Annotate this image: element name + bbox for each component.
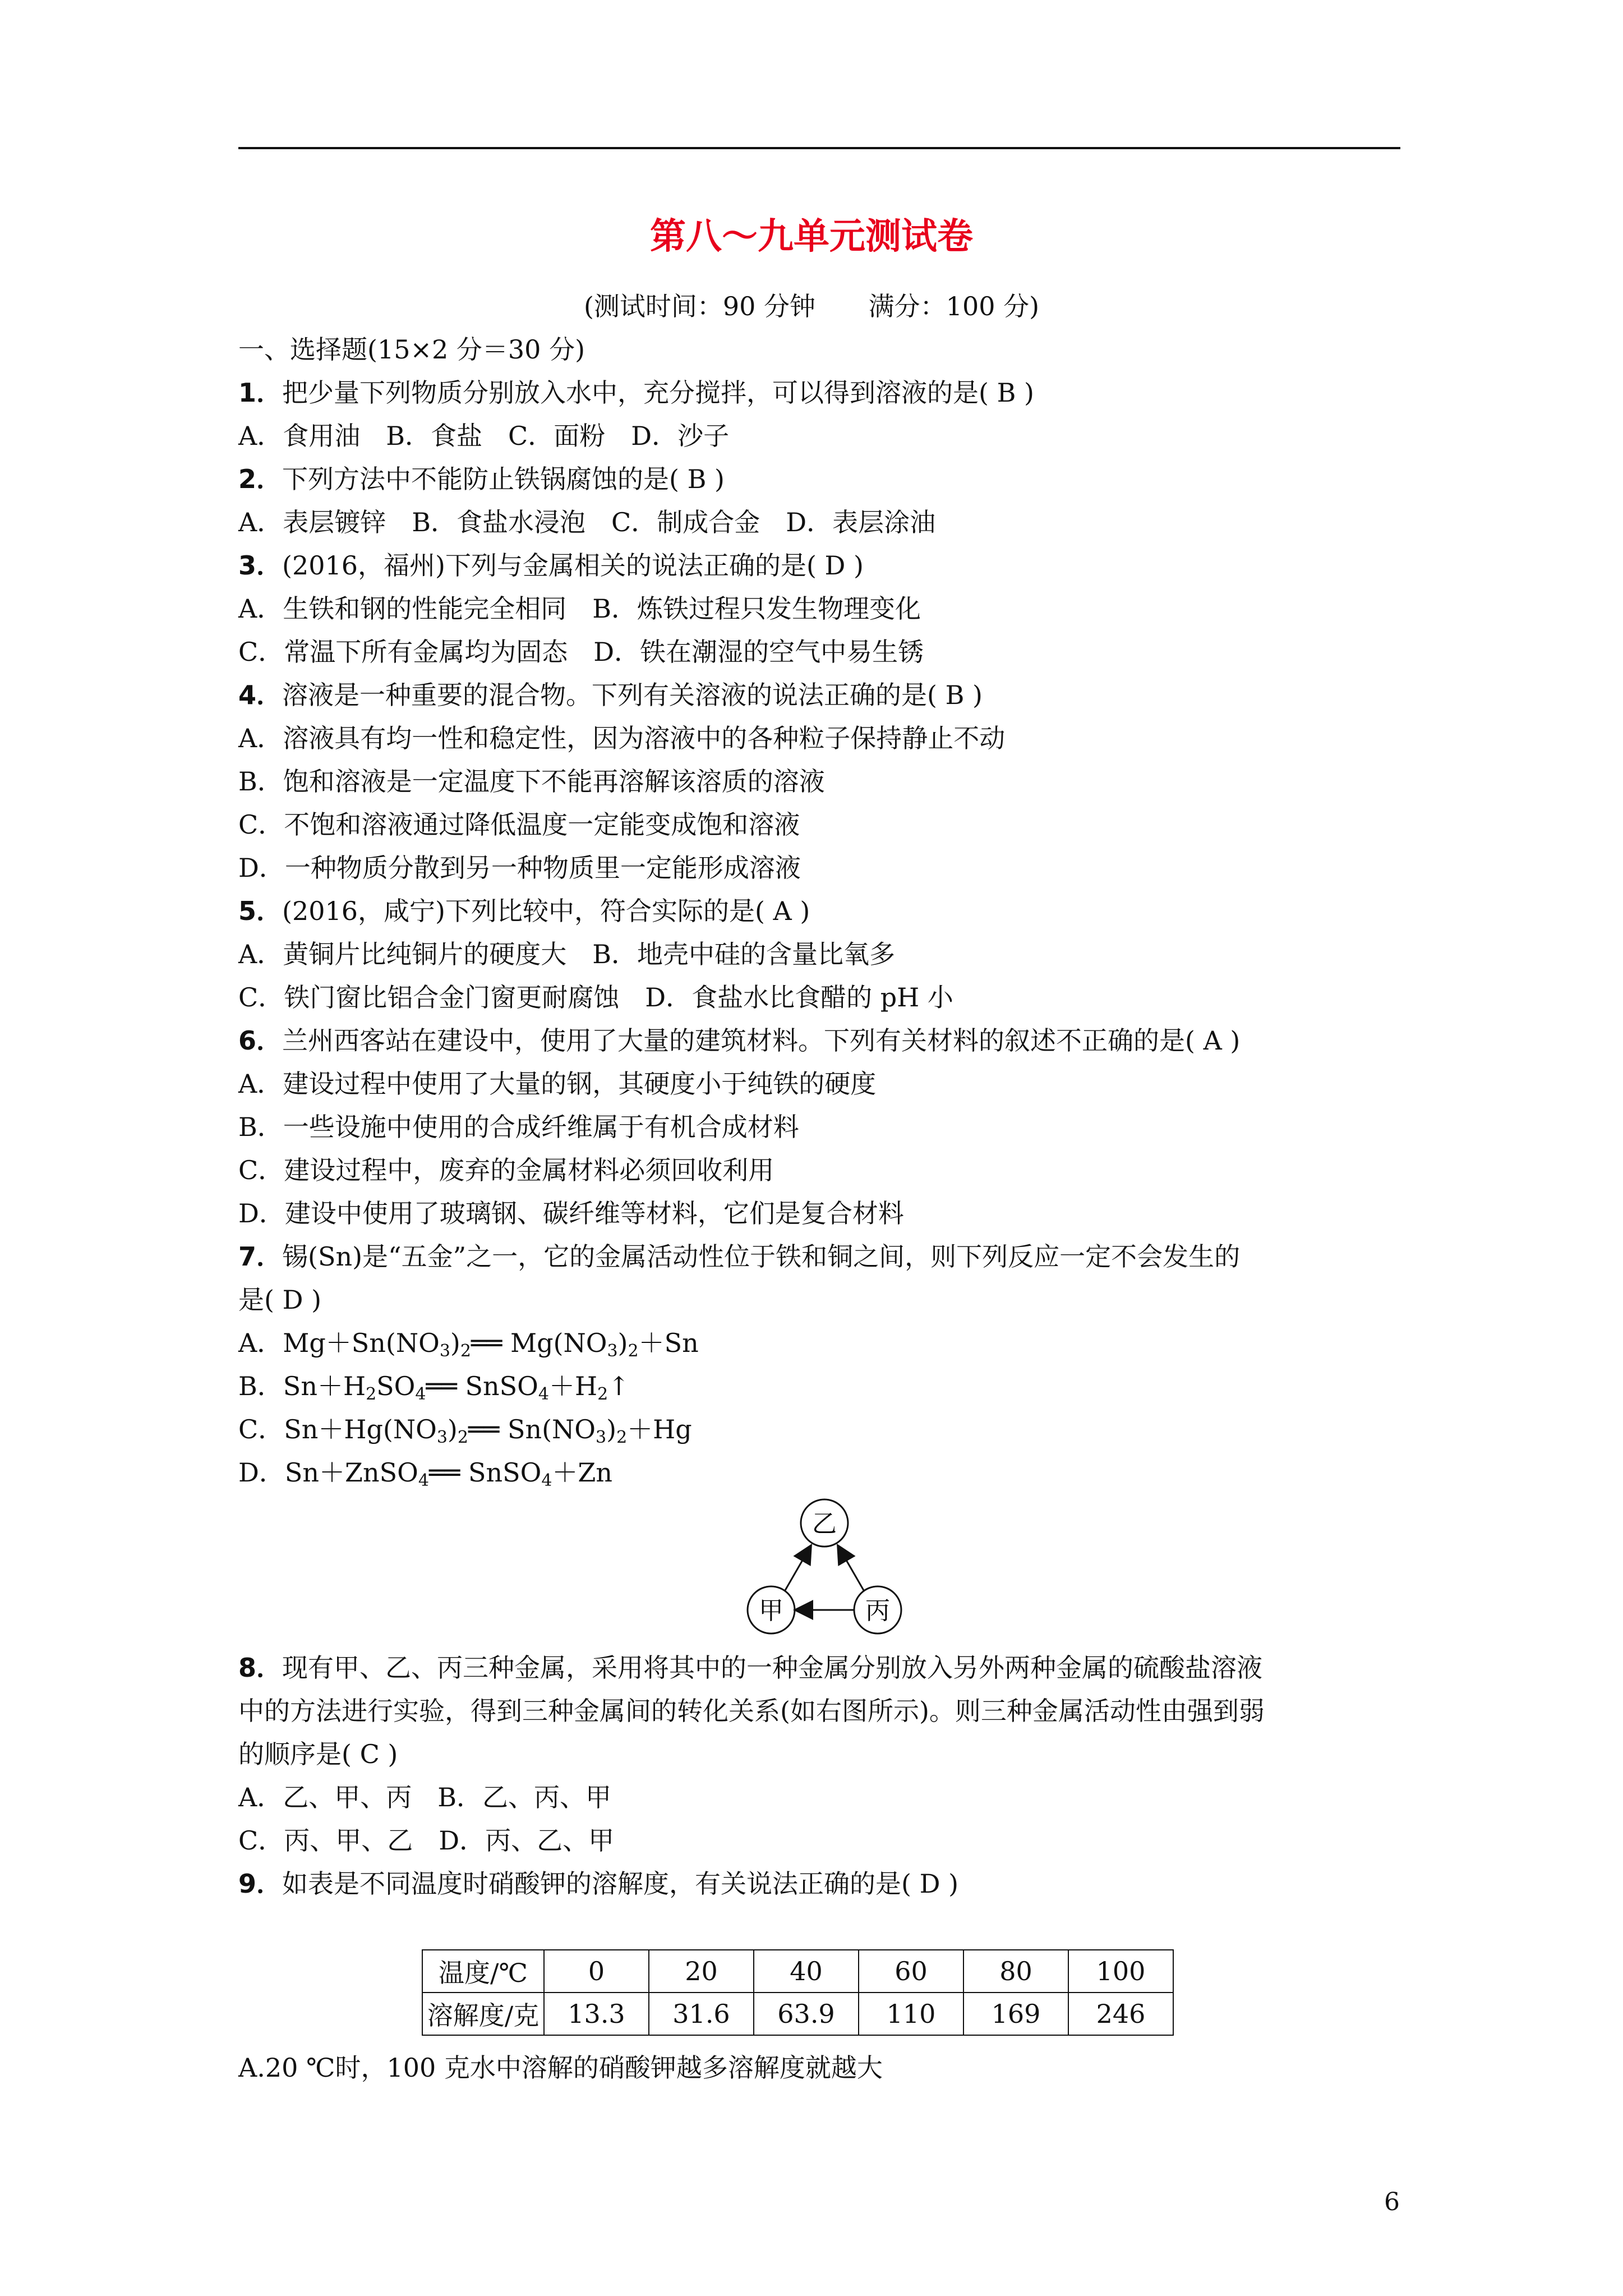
table-row [422,1993,1173,2035]
page-number: 6 [1384,2188,1400,2216]
time-label: (测试时间：90 分钟 [583,291,816,321]
table-cell: 溶解度/克 [422,1993,544,2035]
table-cell: 13.3 [544,1993,649,2035]
questions-block-2 [238,1646,1402,1906]
table-cell: 169 [963,1993,1068,2035]
question-8-options-ab: A．乙、甲、丙 B．乙、丙、甲 [238,1782,612,1812]
questions-block [238,328,1402,1494]
question-9: 9．如表是不同温度时硝酸钾的溶解度，有关说法正确的是( D ) [238,1869,959,1899]
table-cell: 80 [963,1950,1068,1993]
question-4-option-b: B．饱和溶液是一定温度下不能再溶解该溶质的溶液 [238,766,825,797]
table-cell: 40 [754,1950,859,1993]
question-2-options: A．表层镀锌 B．食盐水浸泡 C．制成合金 D．表层涂油 [238,507,936,537]
solubility-table [422,1949,1174,2036]
arrow-right-to-top [838,1547,864,1590]
question-4-option-d: D．一种物质分散到另一种物质里一定能形成溶液 [238,853,801,883]
table-cell: 60 [859,1950,963,1993]
table-cell: 31.6 [649,1993,754,2035]
table-row [422,1950,1173,1993]
top-rule [238,147,1400,149]
table-cell: 20 [649,1950,754,1993]
question-7-option-a: A．$Mg+Sn(NO_3)_2══$ $Mg(NO_3)_2+Sn$ [238,1328,699,1361]
question-1: 1．把少量下列物质分别放入水中，充分搅拌，可以得到溶液的是( B ) [238,378,1034,408]
question-8-cont: 中的方法进行实验，得到三种金属间的转化关系(如右图所示)。则三种金属活动性由强到弱 [238,1696,1265,1726]
question-3: 3．(2016，福州)下列与金属相关的说法正确的是( D ) [238,550,864,581]
question-5: 5．(2016，咸宁)下列比较中，符合实际的是( A ) [238,896,810,926]
question-6-option-d: D．建设中使用了玻璃钢、碳纤维等材料，它们是复合材料 [238,1198,904,1228]
question-6-option-a: A．建设过程中使用了大量的钢，其硬度小于纯铁的硬度 [238,1069,877,1099]
question-7-option-c: C．$Sn+Hg(NO_3)_2══$ $Sn(NO_3)_2+Hg$ [238,1414,692,1447]
question-3-options-ab: A．生铁和钢的性能完全相同 B．炼铁过程只发生物理变化 [238,593,921,624]
question-9-option-a: A.20 ℃时，100 克水中溶解的硝酸钾越多溶解度就越大 [238,2053,883,2083]
page-title: 第八～九单元测试卷 [650,216,973,257]
test-meta [0,286,1623,323]
question-6-option-b: B．一些设施中使用的合成纤维属于有机合成材料 [238,1112,799,1142]
score-label: 满分：100 分) [868,291,1040,321]
table-cell: 100 [1068,1950,1173,1993]
question-3-options-cd: C．常温下所有金属均为固态 D．铁在潮湿的空气中易生锈 [238,637,924,667]
label-right: 丙 [865,1596,890,1625]
question-7-option-b: B．$Sn+H_2SO_4══$ $SnSO_4+H_2↑$ [238,1371,630,1404]
label-left: 甲 [759,1596,783,1625]
question-8-cont2: 的顺序是( C ) [238,1739,398,1769]
metal-relation-diagram [740,1492,909,1638]
question-1-options: A．食用油 B．食盐 C．面粉 D．沙子 [238,421,730,451]
table-cell: 63.9 [754,1993,859,2035]
question-8-options-cd: C．丙、甲、乙 D．丙、乙、甲 [238,1825,615,1856]
label-top: 乙 [812,1510,837,1538]
question-2: 2．下列方法中不能防止铁锅腐蚀的是( B ) [238,464,725,494]
question-4: 4．溶液是一种重要的混合物。下列有关溶液的说法正确的是( B ) [238,680,983,710]
question-7-cont: 是( D ) [238,1285,322,1315]
question-5-options-cd: C．铁门窗比铝合金门窗更耐腐蚀 D．食盐水比食醋的 pH 小 [238,982,953,1013]
question-4-option-c: C．不饱和溶液通过降低温度一定能变成饱和溶液 [238,809,800,840]
question-7-option-d: D．Sn＋ZnSO$_4$══ SnSO$_4$＋Zn [238,1457,612,1490]
question-8: 8．现有甲、乙、丙三种金属，采用将其中的一种金属分别放入另外两种金属的硫酸盐溶液 [238,1653,1263,1683]
table-cell: 0 [544,1950,649,1993]
question-5-options-ab: A．黄铜片比纯铜片的硬度大 B．地壳中硅的含量比氧多 [238,939,896,969]
question-6-option-c: C．建设过程中，废弃的金属材料必须回收利用 [238,1155,774,1185]
question-4-option-a: A．溶液具有均一性和稳定性，因为溶液中的各种粒子保持静止不动 [238,723,1006,753]
table-cell: 246 [1068,1993,1173,2035]
question-7: 7．锡(Sn)是“五金”之一，它的金属活动性位于铁和铜之间，则下列反应一定不会发生的 [238,1241,1241,1272]
arrow-left-to-top [785,1547,810,1590]
table-cell: 温度/℃ [422,1950,544,1993]
section-heading: 一、选择题(15×2 分＝30 分) [238,334,585,365]
table-cell: 110 [859,1993,963,2035]
question-6: 6．兰州西客站在建设中，使用了大量的建筑材料。下列有关材料的叙述不正确的是( A ) [238,1025,1241,1056]
